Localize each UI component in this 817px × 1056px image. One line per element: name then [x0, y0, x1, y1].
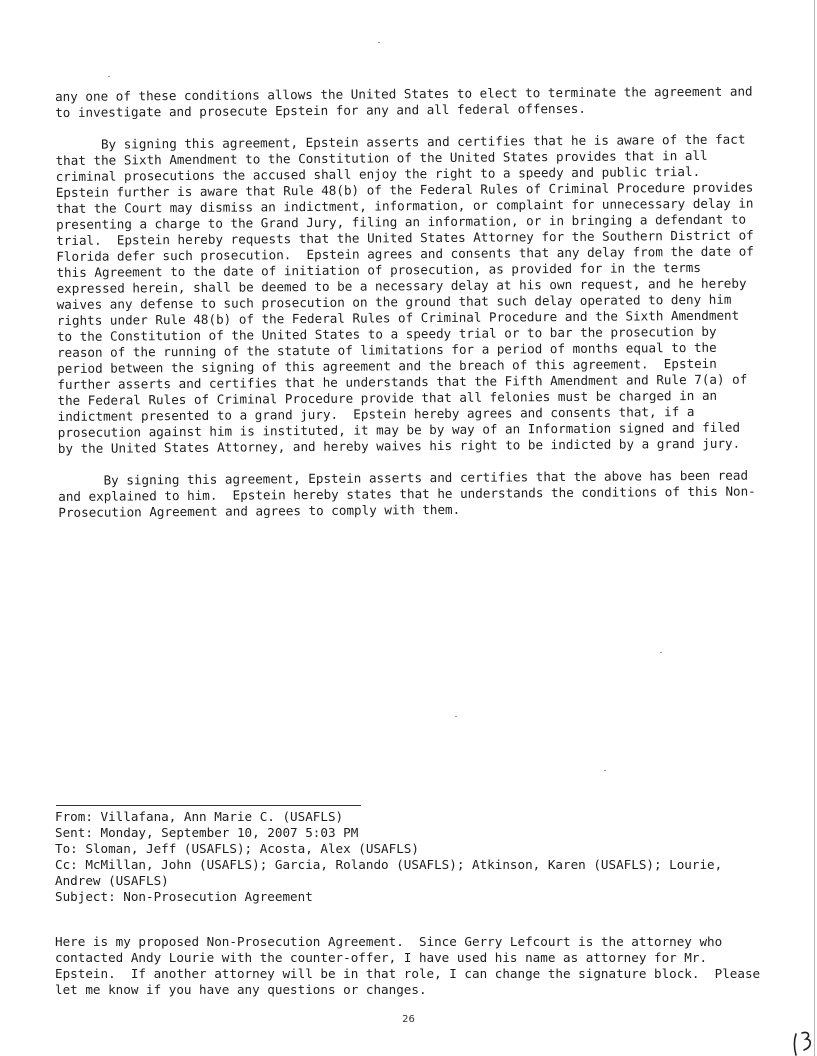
paragraph-speedy-trial-waiver: By signing this agreement, Epstein asserts and certifies that he is aware of the fact that the Sixth Amendment to the Constitution of the United States provides that in all criminal prosecutions the accused shall enjoy the right to a speedy and public trial. Epstein further is aware that Rule 48(b) of the Federal Rules of Criminal Procedure provides that the Court may dismiss an indictment, information, or complaint for unnecessary delay in presenting a charge to the Grand Jury, filing an information, or in bringing a defendant to trial. Epstein hereby requests that the United States Attorney for the Southern District of Florida defer such prosecution. Epstein agrees and consents that any delay from the date of this Agreement to the date of initiation of prosecution, as provided for in the terms expressed herein, shall be deemed to be a necessary delay at his own request, and he hereby waives any defense to such prosecution on the ground that such delay operated to deny him rights under Rule 48(b) of the Federal Rules of Criminal Procedure and the Sixth Amendment to the Constitution of the United States to a speedy trial or to bar the prosecution by reason of the running of the statute of limitations for a period of months equal to the period between the signing of this agreement and the breach of this agreement. Epstein further asserts and certifies that he understands that the Fifth Amendment and Rule 7(a) of the Federal Rules of Criminal Procedure provide that all felonies must be charged in an indictment presented to a grand jury. Epstein hereby agrees and consents that, if a prosecution against him is instituted, it may be by way of an Information signed and filed by the United States Attorney, and hereby waives his right to be indicted by a grand jury.: [55, 131, 762, 456]
scan-speck: [455, 716, 457, 717]
scan-speck: [604, 770, 606, 771]
paragraph-termination: any one of these conditions allows the United States to elect to terminate the agreement and to investigate and prosecute Epstein for any and all federal offenses.: [55, 83, 761, 120]
email-body: Here is my proposed Non-Prosecution Agreement. Since Gerry Lefcourt is the attorney who contacted Andy Lourie with the counter-offer, I have used his name as attorney for Mr. Epstein. If another attorney will be in that role, I can change the signature block. Please let me know if you have any questions or changes.: [55, 934, 768, 997]
agreement-body: [55, 83, 762, 537]
handwritten-page-mark-icon: [790, 1026, 817, 1056]
email-to: To: Sloman, Jeff (USAFLS); Acosta, Alex (USAFLS): [55, 841, 419, 856]
page-number: 26: [402, 1014, 415, 1025]
email-subject: Subject: Non-Prosecution Agreement: [55, 889, 313, 904]
scan-speck: [660, 652, 662, 653]
email-header: [55, 809, 755, 905]
email-sent: Sent: Monday, September 10, 2007 5:03 PM: [55, 825, 359, 840]
email-from: From: Villafana, Ann Marie C. (USAFLS): [55, 809, 344, 824]
paragraph-acknowledgement: By signing this agreement, Epstein asserts and certifies that the above has been read and explained to him. Epstein hereby states that he understands the conditions of this Non-Prosecution Agreement and agrees to comply with them.: [58, 467, 756, 520]
scan-speck: [378, 42, 380, 43]
scan-speck: [108, 76, 110, 77]
email-cc: Cc: McMillan, John (USAFLS); Garcia, Rolando (USAFLS); Atkinson, Karen (USAFLS); Lourie, Andrew (USAFLS): [55, 857, 730, 888]
email-separator-rule: [56, 805, 361, 806]
page-edge: [814, 0, 815, 1056]
